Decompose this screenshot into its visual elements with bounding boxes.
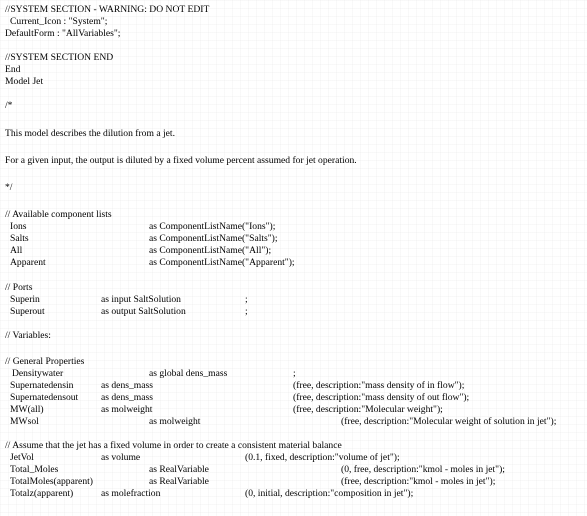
- code-token: Superout: [10, 306, 45, 317]
- code-token: as ComponentListName("Ions");: [149, 221, 276, 232]
- code-token: */: [5, 182, 13, 193]
- code-line: [0, 115, 587, 127]
- code-line: [0, 88, 587, 100]
- code-line: [0, 4, 587, 16]
- code-token: as molweight: [149, 416, 201, 427]
- code-token: as dens_mass: [101, 392, 153, 403]
- code-token: This model describes the dilution from a jet.: [5, 128, 175, 139]
- code-token: as ComponentListName("Salts");: [149, 233, 278, 244]
- code-token: (0.1, fixed, description:"volume of jet");: [245, 452, 400, 463]
- code-line: [0, 343, 587, 355]
- code-token: // Variables:: [5, 330, 51, 341]
- code-line: [0, 128, 587, 140]
- code-token: Supernatedensin: [10, 380, 74, 391]
- code-token: as input SaltSolution: [101, 294, 181, 305]
- code-line: [0, 440, 587, 452]
- code-token: as dens_mass: [101, 380, 153, 391]
- code-token: ;: [245, 306, 248, 317]
- code-line: [0, 318, 587, 330]
- code-line: [0, 380, 587, 392]
- code-line: [0, 330, 587, 342]
- code-token: as RealVariable: [149, 476, 209, 487]
- code-line: [0, 306, 587, 318]
- code-token: /*: [5, 100, 13, 111]
- code-token: TotalMoles(apparent): [10, 476, 93, 487]
- code-line: [0, 142, 587, 154]
- code-token: MWsol: [10, 416, 39, 427]
- code-line: [0, 40, 587, 52]
- code-token: End: [5, 64, 21, 75]
- code-line: [0, 233, 587, 245]
- code-token: Total_Moles: [10, 464, 59, 475]
- code-line: [0, 52, 587, 64]
- code-token: Current_Icon : "System";: [10, 16, 108, 27]
- code-line: [0, 209, 587, 221]
- code-token: // Assume that the jet has a fixed volume in order to create a consistent material balance: [5, 440, 342, 451]
- code-token: as molefraction: [101, 488, 161, 499]
- code-token: DefaultForm : "AllVariables";: [5, 28, 121, 39]
- code-token: Model Jet: [5, 76, 44, 87]
- code-token: (free, description:"mass density of in flow");: [293, 380, 465, 391]
- code-token: as RealVariable: [149, 464, 209, 475]
- code-token: as ComponentListName("All");: [149, 245, 272, 256]
- code-line: [0, 294, 587, 306]
- code-line: [0, 392, 587, 404]
- code-token: Densitywater: [12, 368, 64, 379]
- code-token: MW(all): [10, 404, 44, 415]
- code-line: [0, 182, 587, 194]
- code-line: [0, 28, 587, 40]
- code-line: [0, 16, 587, 28]
- code-line: [0, 488, 587, 500]
- code-token: Salts: [10, 233, 29, 244]
- code-token: as global dens_mass: [149, 368, 228, 379]
- code-line: [0, 257, 587, 269]
- code-line: [0, 452, 587, 464]
- code-token: (free, description:"Molecular weight of solution in jet");: [341, 416, 557, 427]
- code-token: // Ports: [5, 282, 33, 293]
- code-token: //SYSTEM SECTION - WARNING: DO NOT EDIT: [5, 4, 210, 15]
- code-line: [0, 368, 587, 380]
- code-line: [0, 169, 587, 181]
- code-token: Ions: [10, 221, 27, 232]
- code-line: [0, 282, 587, 294]
- code-token: All: [10, 245, 23, 256]
- code-token: ;: [245, 294, 248, 305]
- code-line: [0, 76, 587, 88]
- code-line: [0, 221, 587, 233]
- code-line: [0, 428, 587, 440]
- code-token: (free, description:"kmol - moles in jet");: [341, 476, 496, 487]
- code-line: [0, 356, 587, 368]
- code-line: [0, 64, 587, 76]
- code-token: (0, initial, description:"composition in jet");: [245, 488, 414, 499]
- code-line: [0, 416, 587, 428]
- code-token: as output SaltSolution: [101, 306, 186, 317]
- code-token: Supernatedensout: [10, 392, 79, 403]
- code-token: For a given input, the output is diluted by a fixed volume percent assumed for jet operation.: [5, 155, 357, 166]
- code-token: (free, description:"mass density of out flow");: [293, 392, 470, 403]
- code-token: Apparent: [10, 257, 46, 268]
- code-token: as molweight: [101, 404, 153, 415]
- code-line: [0, 196, 587, 208]
- code-line: [0, 155, 587, 167]
- code-line: [0, 404, 587, 416]
- code-token: Totalz(apparent): [10, 488, 74, 499]
- code-token: (0, free, description:"kmol - moles in jet");: [341, 464, 505, 475]
- code-line: [0, 464, 587, 476]
- code-line: [0, 270, 587, 282]
- code-token: JetVol: [10, 452, 34, 463]
- code-token: as ComponentListName("Apparent");: [149, 257, 295, 268]
- code-token: // General Properties: [5, 356, 85, 367]
- code-token: Superin: [10, 294, 40, 305]
- code-line: [0, 476, 587, 488]
- code-token: as volume: [101, 452, 141, 463]
- code-token: ;: [293, 368, 296, 379]
- code-line: [0, 245, 587, 257]
- code-token: (free, description:"Molecular weight");: [293, 404, 443, 415]
- code-line: [0, 100, 587, 112]
- code-token: // Available component lists: [5, 209, 112, 220]
- code-token: //SYSTEM SECTION END: [5, 52, 114, 63]
